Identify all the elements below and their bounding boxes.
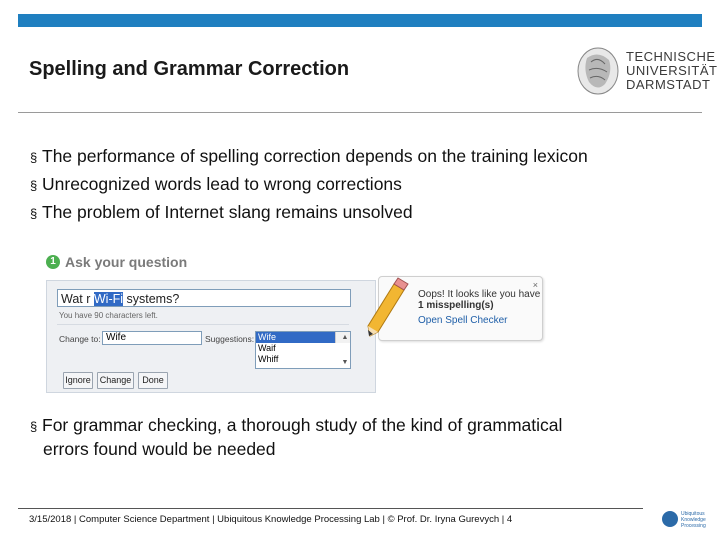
suggestions-label: Suggestions: xyxy=(205,334,255,344)
ukp-logo-icon xyxy=(662,511,678,527)
ukp-logo-text xyxy=(681,511,706,529)
ask-question-heading: Ask your question xyxy=(65,254,188,270)
bullet-text: The performance of spelling correction depends on the training lexicon xyxy=(42,146,588,166)
question-panel xyxy=(46,280,376,393)
scroll-up-icon[interactable]: ▲ xyxy=(341,334,349,341)
bullet-item xyxy=(30,143,588,171)
bullet-line xyxy=(30,414,562,438)
question-prefix: Wat r xyxy=(61,292,94,306)
suggestion-item[interactable]: Wife xyxy=(256,332,336,343)
bullet-text: For grammar checking, a thorough study of the kind of grammatical xyxy=(42,415,563,435)
ukp-line: Knowledge xyxy=(681,517,706,523)
characters-left-note: You have 90 characters left. xyxy=(59,311,158,320)
suggestions-scrollbar[interactable] xyxy=(335,332,350,366)
logo-line: TECHNISCHE xyxy=(626,49,716,64)
bullet-text: The problem of Internet slang remains unsolved xyxy=(42,202,413,222)
close-icon[interactable]: × xyxy=(532,280,538,290)
bullet-list xyxy=(30,143,588,227)
suggestion-item[interactable]: Whiff xyxy=(258,354,279,364)
ignore-button[interactable]: Ignore xyxy=(63,372,93,389)
footer-text: 3/15/2018 | Computer Science Department | Ubiquitous Knowledge Processing Lab | © Prof. Dr. Iryna Gurevych | 4 xyxy=(29,514,513,525)
misspelled-word: Wi-Fi xyxy=(93,292,124,306)
university-logo-text xyxy=(626,50,717,92)
change-to-input[interactable]: Wife xyxy=(102,331,202,345)
top-accent-bar xyxy=(18,14,702,27)
scroll-track[interactable] xyxy=(338,343,350,357)
bullet-text: errors found would be needed xyxy=(43,439,276,459)
bullet-mark: § xyxy=(30,150,38,165)
callout-line: Oops! It looks like you have xyxy=(418,289,541,300)
logo-line: DARMSTADT xyxy=(626,77,711,92)
bullet-item xyxy=(30,171,588,199)
suggestions-list[interactable] xyxy=(255,331,351,369)
scroll-down-icon[interactable]: ▼ xyxy=(341,359,349,366)
footer-divider xyxy=(18,508,643,509)
question-suffix: systems? xyxy=(123,292,180,306)
spellcheck-screenshot xyxy=(46,248,376,393)
callout-line: 1 misspelling(s) xyxy=(418,300,494,311)
logo-line: UNIVERSITÄT xyxy=(626,63,718,78)
change-to-label: Change to: xyxy=(59,334,101,344)
bullet-item xyxy=(30,199,588,227)
slide-title: Spelling and Grammar Correction xyxy=(29,58,350,80)
open-spell-checker-link[interactable]: Open Spell Checker xyxy=(418,315,508,326)
bullet-mark: § xyxy=(30,206,38,221)
title-divider xyxy=(18,112,702,113)
bullet-text: Unrecognized words lead to wrong corrections xyxy=(42,174,402,194)
callout-message xyxy=(418,289,540,311)
question-input[interactable] xyxy=(57,289,351,307)
pencil-icon xyxy=(366,276,412,338)
done-button[interactable]: Done xyxy=(138,372,168,389)
bullet-mark: § xyxy=(30,178,38,193)
step-number-badge: 1 xyxy=(46,255,60,269)
university-seal-icon xyxy=(575,46,621,96)
suggestion-item[interactable]: Waif xyxy=(258,343,276,353)
panel-divider xyxy=(57,324,349,325)
ukp-line: Ubiquitous xyxy=(681,511,705,517)
bullet-item-grammar xyxy=(30,414,562,460)
change-button[interactable]: Change xyxy=(97,372,134,389)
bullet-mark: § xyxy=(30,419,38,434)
ukp-line: Processing xyxy=(681,523,706,529)
